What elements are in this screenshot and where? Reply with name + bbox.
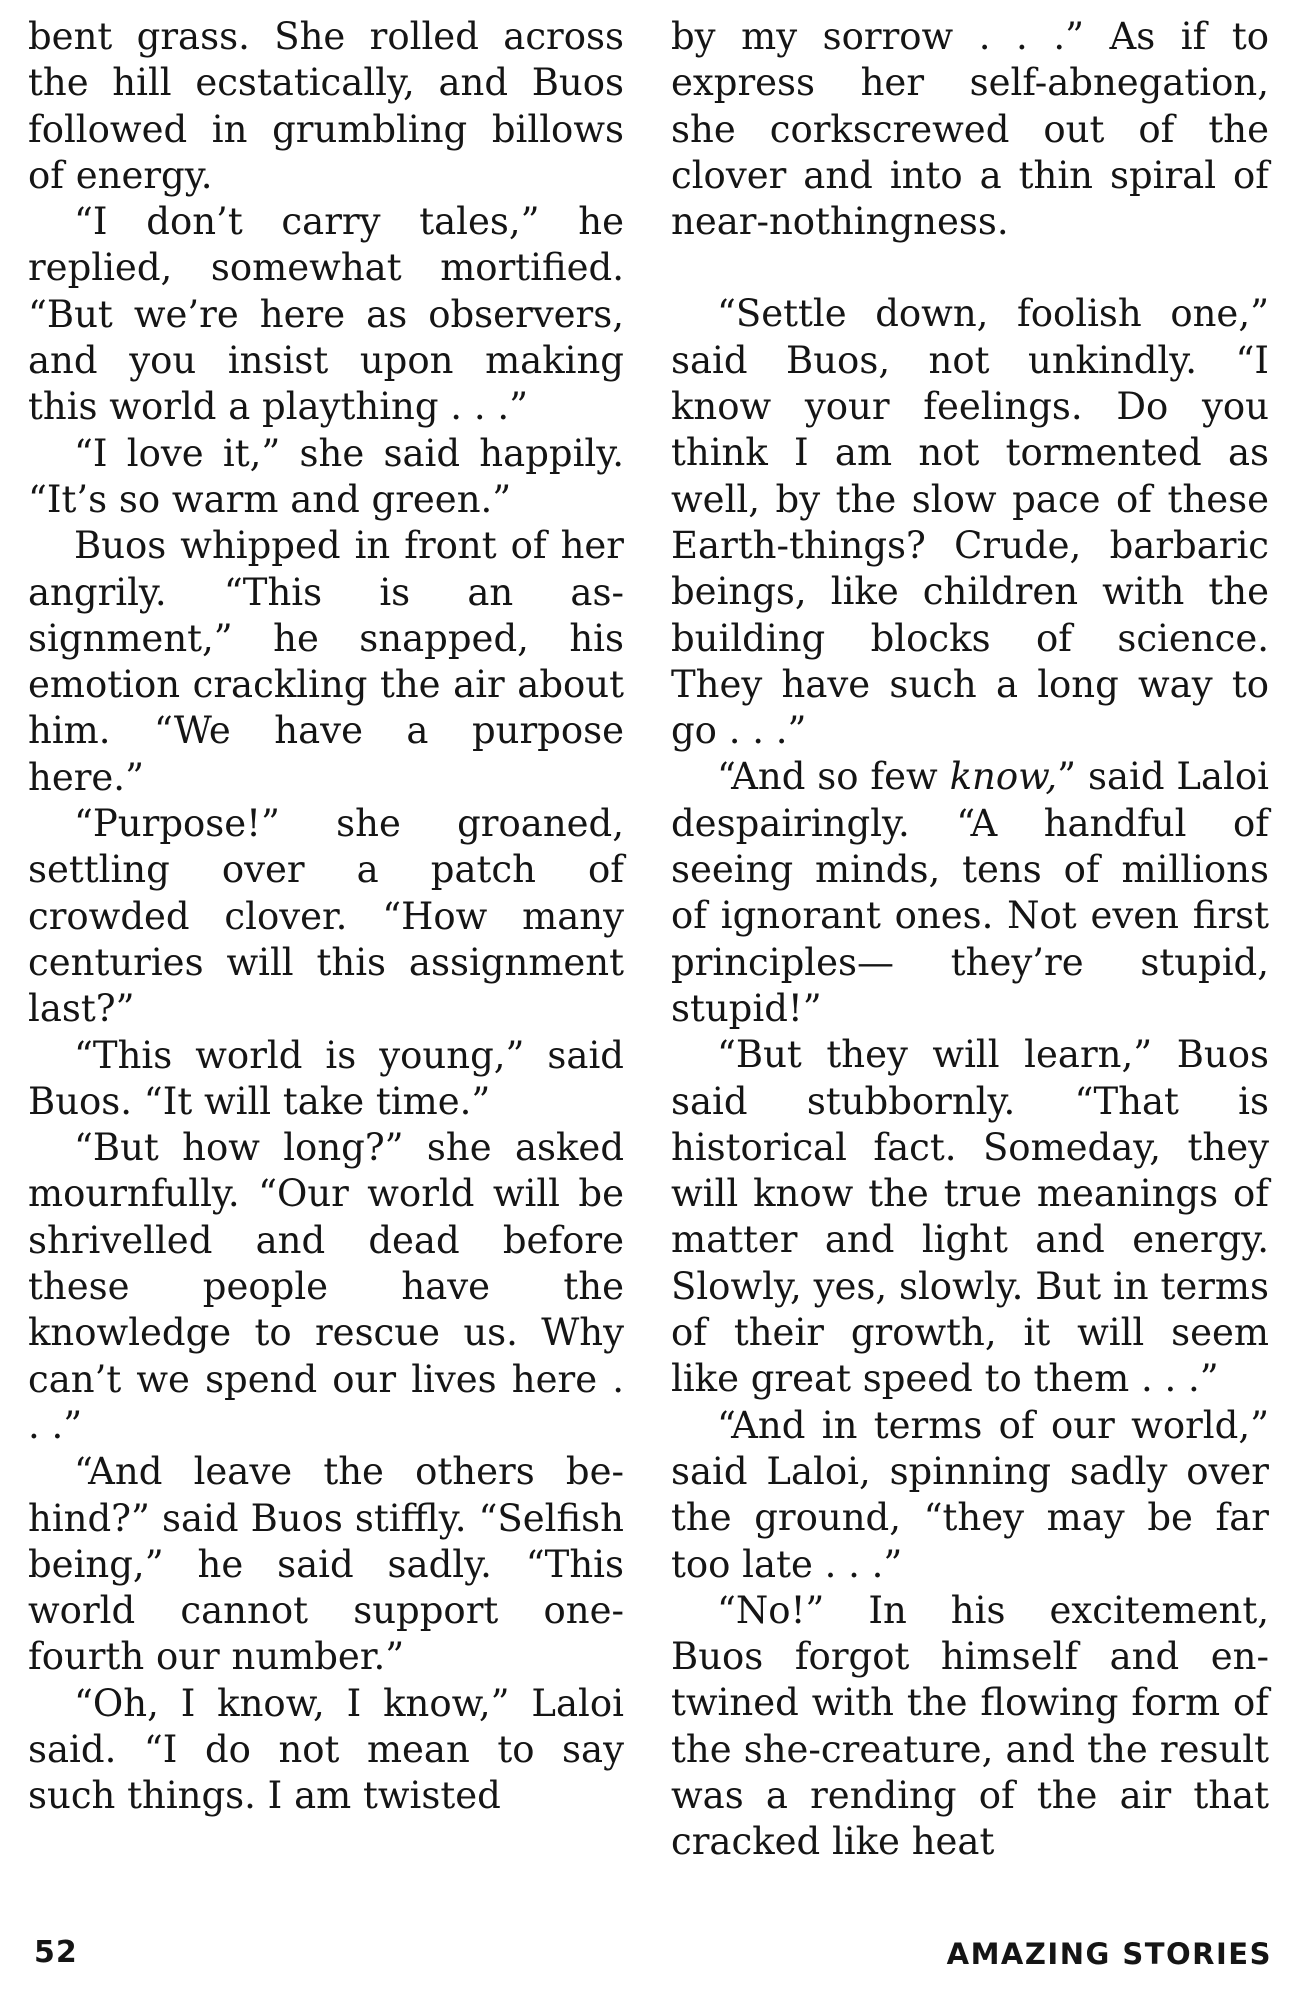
- paragraph: “But how long?” she asked mournfully. “Our world will be shrivelled and dead before these people have the knowledge to rescue us. Why can’t we spend our lives here . . .”: [28, 1126, 624, 1447]
- magazine-title-footer: AMAZING STORIES: [946, 1937, 1272, 1971]
- paragraph: “Settle down, foolish one,” said Buos, not unkindly. “I know your feelings. Do you think I am not tormented as well, by the slow pace of these Earth-things? Crude, barbaric beings, like children with the building blocks of science. They have such a long way to go . . .”: [671, 292, 1269, 753]
- paragraph: “I love it,” she said happily. “It’s so warm and green.”: [28, 431, 624, 521]
- paragraph: “And leave the others behind?” said Buos stiffly. “Selfish being,” he said sadly. “This world cannot support one-fourth our number.”: [28, 1450, 624, 1679]
- paragraph: bent grass. She rolled across the hill ecstatically, and Buos followed in grumbling billows of energy.: [28, 15, 624, 197]
- paragraph-lead: “And so few: [717, 755, 950, 799]
- left-text-column: [28, 14, 624, 1820]
- paragraph: “Purpose!” she groaned, settling over a patch of crowded clover. “How many centuries will this assignment last?”: [28, 802, 624, 1031]
- paragraph: “No!” In his excitement, Buos forgot himself and entwined with the flowing form of the she-creature, and the result was a rending of the air that cracked like heat: [671, 1588, 1269, 1864]
- paragraph: by my sorrow . . .” As if to express her self-abnegation, she corkscrewed out of the clover and into a thin spiral of near-nothingness.: [671, 15, 1269, 244]
- page-number: 52: [34, 1935, 78, 1970]
- right-text-column: [671, 14, 1269, 1866]
- paragraph-tail: ” said Laloi despairingly. “A handful of seeing minds, tens of millions of ignorant ones. Not even first principles— they’re stupid, stupid!”: [671, 755, 1269, 1030]
- paragraph: “And in terms of our world,” said Laloi, spinning sadly over the ground, “they may be far too late . . .”: [671, 1403, 1269, 1586]
- paragraph: “But they will learn,” Buos said stubbornly. “That is historical fact. Someday, they will know the true meanings of matter and light and energy. Slowly, yes, slowly. But in terms of their growth, it will seem like great speed to them . . .”: [671, 1033, 1269, 1401]
- paragraph: “I don’t carry tales,” he replied, somewhat mortified. “But we’re here as observers, and you insist upon making this world a plaything . . .”: [28, 200, 624, 429]
- paragraph-with-emphasis: [671, 754, 1269, 1032]
- paragraph: Buos whipped in front of her angrily. “This is an assignment,” he snapped, his emotion crackling the air about him. “We have a purpose here.”: [28, 524, 624, 799]
- emphasis-word: know,: [949, 755, 1058, 799]
- paragraph: “This world is young,” said Buos. “It will take time.”: [28, 1033, 624, 1123]
- paragraph: “Oh, I know, I know,” Laloi said. “I do not mean to say such things. I am twisted: [28, 1681, 624, 1818]
